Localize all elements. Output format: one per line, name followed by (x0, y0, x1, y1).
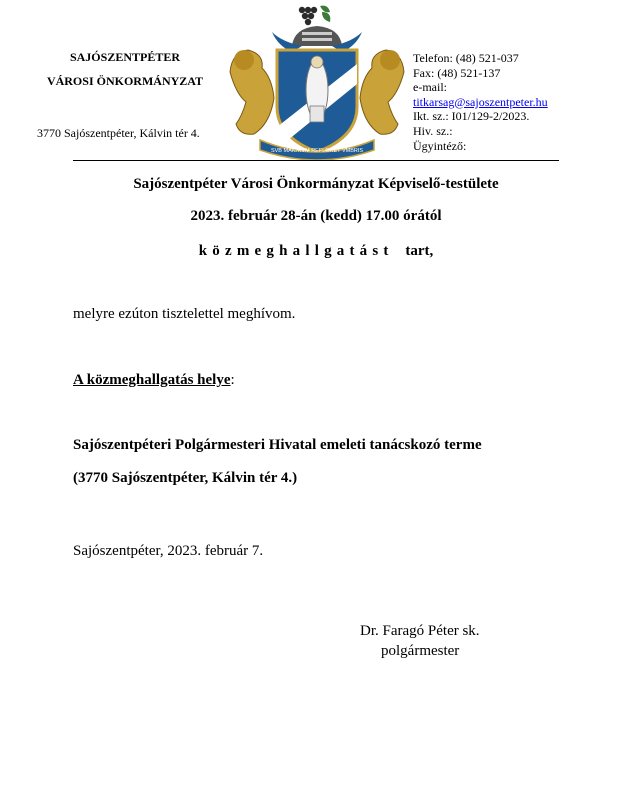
notice-tail: tart, (405, 243, 434, 259)
fax-text: Fax: (48) 521-137 (413, 65, 501, 80)
org-name-line1: SAJÓSZENTPÉTER (69, 50, 181, 64)
header-divider (73, 160, 559, 161)
notice-line3 (0, 243, 632, 260)
venue-address: (3770 Sajószentpéter, Kálvin tér 4.) (73, 470, 298, 486)
notice-line1: Sajószentpéter Városi Önkormányzat Képviselő-testülete (133, 176, 499, 192)
contact-block (413, 51, 548, 153)
venue-heading (73, 372, 235, 389)
invite-text: melyre ezúton tisztelettel meghívom. (73, 306, 296, 322)
crest-motto: SVB MAIORVM REFLORET VMBRIS (270, 148, 364, 154)
hiv-number: Hiv. sz.: (413, 123, 453, 138)
signature-title: polgármester (381, 643, 460, 659)
org-address: 3770 Sajószentpéter, Kálvin tér 4. (37, 126, 200, 140)
shield-icon (277, 50, 357, 152)
coat-of-arms-logo (222, 2, 412, 160)
email-label: e-mail: (413, 80, 447, 95)
right-lion-icon (360, 50, 404, 134)
venue-colon: : (230, 372, 235, 388)
venue-label: A közmeghallgatás helye (73, 372, 231, 388)
venue-name: Sajószentpéteri Polgármesteri Hivatal emeleti tanácskozó terme (73, 437, 482, 453)
notice-spaced-word: közmeghallgatást (198, 243, 394, 259)
signature-name: Dr. Faragó Péter sk. (360, 623, 480, 639)
email-link[interactable]: titkarsag@sajoszentpeter.hu (413, 94, 548, 109)
org-name-line2: VÁROSI ÖNKORMÁNYZAT (46, 74, 204, 88)
helmet-icon (272, 26, 362, 52)
reference-number: Ikt. sz.: I01/129-2/2023. (413, 109, 530, 124)
document-date: Sajószentpéter, 2023. február 7. (73, 543, 264, 559)
handler-label: Ügyintéző: (413, 138, 467, 153)
phone-text: Telefon: (48) 521-037 (413, 51, 519, 65)
notice-line2: 2023. február 28-án (kedd) 17.00 órától (190, 208, 442, 224)
left-lion-icon (230, 50, 274, 134)
grape-cluster-icon (299, 6, 331, 26)
